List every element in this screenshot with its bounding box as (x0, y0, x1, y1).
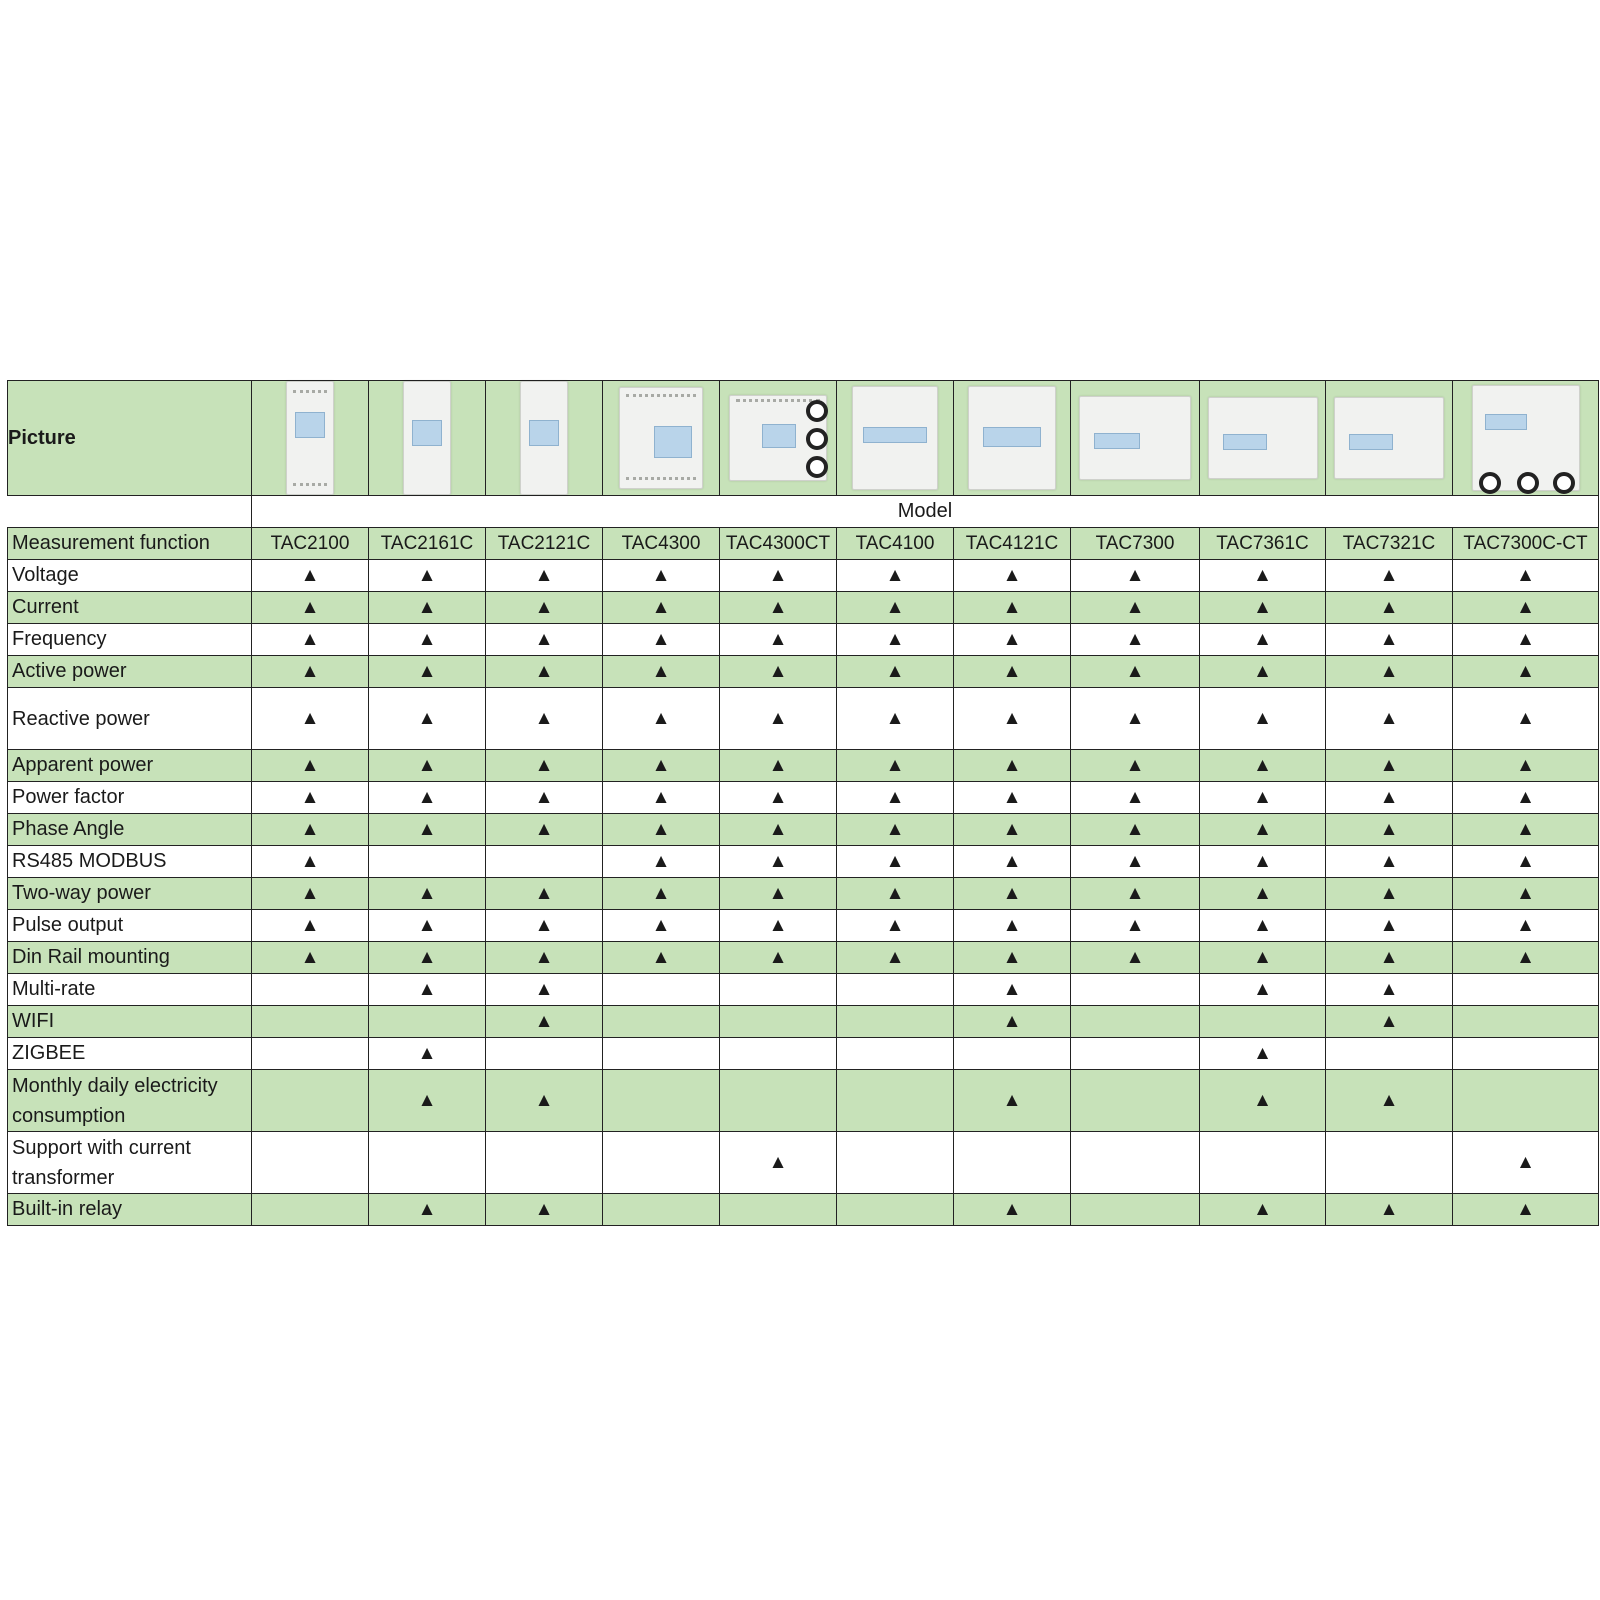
supported-mark: ▲ (603, 942, 720, 974)
empty-cell (369, 1132, 486, 1194)
supported-mark: ▲ (1326, 750, 1453, 782)
supported-mark: ▲ (954, 814, 1071, 846)
supported-mark: ▲ (252, 656, 369, 688)
empty-cell (252, 1132, 369, 1194)
supported-mark: ▲ (1200, 656, 1326, 688)
supported-mark: ▲ (837, 592, 954, 624)
feature-row (8, 1006, 1599, 1038)
supported-mark: ▲ (1200, 750, 1326, 782)
supported-mark: ▲ (720, 782, 837, 814)
product-photo (1200, 381, 1326, 496)
supported-mark: ▲ (369, 782, 486, 814)
supported-mark: ▲ (252, 592, 369, 624)
feature-row (8, 592, 1599, 624)
supported-mark: ▲ (1326, 910, 1453, 942)
product-photo (1453, 381, 1599, 496)
supported-mark: ▲ (252, 942, 369, 974)
supported-mark: ▲ (1200, 560, 1326, 592)
supported-mark: ▲ (954, 592, 1071, 624)
supported-mark: ▲ (720, 846, 837, 878)
supported-mark: ▲ (369, 910, 486, 942)
empty-cell (1453, 1006, 1599, 1038)
supported-mark: ▲ (1326, 974, 1453, 1006)
supported-mark: ▲ (369, 814, 486, 846)
supported-mark: ▲ (486, 974, 603, 1006)
supported-mark: ▲ (1200, 910, 1326, 942)
product-photo (837, 381, 954, 496)
empty-cell (954, 1038, 1071, 1070)
empty-cell (603, 1006, 720, 1038)
supported-mark: ▲ (252, 624, 369, 656)
supported-mark: ▲ (1200, 814, 1326, 846)
supported-mark: ▲ (603, 878, 720, 910)
model-name: TAC4100 (837, 528, 954, 560)
empty-cell (369, 846, 486, 878)
feature-row (8, 750, 1599, 782)
supported-mark: ▲ (1453, 1132, 1599, 1194)
supported-mark: ▲ (1071, 592, 1200, 624)
model-name: TAC7300 (1071, 528, 1200, 560)
empty-cell (252, 1038, 369, 1070)
supported-mark: ▲ (1071, 846, 1200, 878)
supported-mark: ▲ (486, 814, 603, 846)
supported-mark: ▲ (837, 624, 954, 656)
supported-mark: ▲ (1071, 782, 1200, 814)
supported-mark: ▲ (1453, 942, 1599, 974)
product-photo (1071, 381, 1200, 496)
feature-row (8, 624, 1599, 656)
supported-mark: ▲ (603, 688, 720, 750)
empty-cell (603, 1194, 720, 1226)
supported-mark: ▲ (720, 942, 837, 974)
empty-cell (603, 974, 720, 1006)
supported-mark: ▲ (252, 750, 369, 782)
feature-row (8, 846, 1599, 878)
supported-mark: ▲ (486, 910, 603, 942)
product-photo (954, 381, 1071, 496)
supported-mark: ▲ (369, 656, 486, 688)
supported-mark: ▲ (1071, 750, 1200, 782)
feature-label: Current (8, 592, 252, 624)
supported-mark: ▲ (837, 560, 954, 592)
empty-cell (1200, 1006, 1326, 1038)
supported-mark: ▲ (837, 878, 954, 910)
supported-mark: ▲ (1200, 592, 1326, 624)
feature-label: Built-in relay (8, 1194, 252, 1226)
feature-label: Din Rail mounting (8, 942, 252, 974)
supported-mark: ▲ (369, 1038, 486, 1070)
supported-mark: ▲ (1071, 624, 1200, 656)
empty-cell (1071, 1070, 1200, 1132)
supported-mark: ▲ (603, 624, 720, 656)
supported-mark: ▲ (603, 782, 720, 814)
supported-mark: ▲ (252, 846, 369, 878)
models-row (8, 528, 1599, 560)
supported-mark: ▲ (369, 974, 486, 1006)
empty-cell (837, 1132, 954, 1194)
feature-label: Multi-rate (8, 974, 252, 1006)
feature-label: Power factor (8, 782, 252, 814)
feature-row (8, 1038, 1599, 1070)
supported-mark: ▲ (603, 846, 720, 878)
supported-mark: ▲ (1453, 688, 1599, 750)
supported-mark: ▲ (1200, 1070, 1326, 1132)
model-name: TAC2161C (369, 528, 486, 560)
supported-mark: ▲ (954, 910, 1071, 942)
supported-mark: ▲ (954, 1006, 1071, 1038)
supported-mark: ▲ (1326, 624, 1453, 656)
supported-mark: ▲ (486, 1006, 603, 1038)
empty-cell (1071, 1132, 1200, 1194)
supported-mark: ▲ (954, 688, 1071, 750)
supported-mark: ▲ (720, 814, 837, 846)
supported-mark: ▲ (369, 1070, 486, 1132)
model-name: TAC4300 (603, 528, 720, 560)
supported-mark: ▲ (837, 910, 954, 942)
supported-mark: ▲ (1453, 910, 1599, 942)
model-name: TAC7321C (1326, 528, 1453, 560)
empty-cell (603, 1070, 720, 1132)
feature-row (8, 878, 1599, 910)
measurement-label: Measurement function (8, 528, 252, 560)
supported-mark: ▲ (1326, 1006, 1453, 1038)
supported-mark: ▲ (369, 878, 486, 910)
product-photo (603, 381, 720, 496)
empty-cell (1071, 1194, 1200, 1226)
supported-mark: ▲ (369, 750, 486, 782)
empty-cell (837, 1070, 954, 1132)
model-name: TAC2100 (252, 528, 369, 560)
supported-mark: ▲ (369, 624, 486, 656)
supported-mark: ▲ (252, 814, 369, 846)
supported-mark: ▲ (954, 560, 1071, 592)
supported-mark: ▲ (252, 782, 369, 814)
model-name: TAC4121C (954, 528, 1071, 560)
supported-mark: ▲ (720, 560, 837, 592)
feature-label: RS485 MODBUS (8, 846, 252, 878)
empty-cell (369, 1006, 486, 1038)
empty-cell (486, 1132, 603, 1194)
supported-mark: ▲ (954, 782, 1071, 814)
feature-label: Reactive power (8, 688, 252, 750)
supported-mark: ▲ (603, 560, 720, 592)
supported-mark: ▲ (837, 656, 954, 688)
supported-mark: ▲ (720, 910, 837, 942)
feature-label: Voltage (8, 560, 252, 592)
empty-cell (1071, 974, 1200, 1006)
supported-mark: ▲ (486, 656, 603, 688)
supported-mark: ▲ (1326, 560, 1453, 592)
empty-cell (720, 1194, 837, 1226)
supported-mark: ▲ (954, 974, 1071, 1006)
feature-label: WIFI (8, 1006, 252, 1038)
empty-cell (837, 1006, 954, 1038)
empty-cell (1326, 1132, 1453, 1194)
supported-mark: ▲ (954, 846, 1071, 878)
supported-mark: ▲ (1200, 782, 1326, 814)
feature-label: Phase Angle (8, 814, 252, 846)
feature-label: Two-way power (8, 878, 252, 910)
product-photo (252, 381, 369, 496)
supported-mark: ▲ (1071, 688, 1200, 750)
supported-mark: ▲ (486, 782, 603, 814)
empty-cell (603, 1038, 720, 1070)
supported-mark: ▲ (1326, 846, 1453, 878)
empty-cell (1453, 974, 1599, 1006)
supported-mark: ▲ (369, 942, 486, 974)
supported-mark: ▲ (837, 750, 954, 782)
supported-mark: ▲ (720, 656, 837, 688)
feature-row (8, 1070, 1599, 1132)
empty-cell (1071, 1038, 1200, 1070)
supported-mark: ▲ (954, 656, 1071, 688)
supported-mark: ▲ (1326, 688, 1453, 750)
product-photo (1326, 381, 1453, 496)
empty-cell (1200, 1132, 1326, 1194)
empty-cell (720, 1038, 837, 1070)
model-header: Model (252, 496, 1599, 528)
feature-label: Pulse output (8, 910, 252, 942)
supported-mark: ▲ (1453, 560, 1599, 592)
supported-mark: ▲ (1200, 1194, 1326, 1226)
empty-cell (1453, 1038, 1599, 1070)
product-photo (486, 381, 603, 496)
supported-mark: ▲ (603, 592, 720, 624)
supported-mark: ▲ (1071, 910, 1200, 942)
empty-cell (486, 846, 603, 878)
supported-mark: ▲ (1200, 688, 1326, 750)
supported-mark: ▲ (1453, 750, 1599, 782)
feature-label: Active power (8, 656, 252, 688)
supported-mark: ▲ (486, 592, 603, 624)
empty-cell (720, 974, 837, 1006)
supported-mark: ▲ (1326, 814, 1453, 846)
supported-mark: ▲ (954, 878, 1071, 910)
supported-mark: ▲ (1326, 782, 1453, 814)
supported-mark: ▲ (252, 878, 369, 910)
feature-row (8, 1132, 1599, 1194)
product-photo (369, 381, 486, 496)
supported-mark: ▲ (1200, 1038, 1326, 1070)
supported-mark: ▲ (837, 688, 954, 750)
supported-mark: ▲ (1200, 624, 1326, 656)
empty-cell (1453, 1070, 1599, 1132)
model-name: TAC7361C (1200, 528, 1326, 560)
empty-cell (252, 1006, 369, 1038)
feature-row (8, 814, 1599, 846)
feature-row (8, 974, 1599, 1006)
supported-mark: ▲ (1071, 814, 1200, 846)
empty-cell (486, 1038, 603, 1070)
supported-mark: ▲ (369, 592, 486, 624)
feature-label: Frequency (8, 624, 252, 656)
supported-mark: ▲ (486, 688, 603, 750)
supported-mark: ▲ (954, 624, 1071, 656)
supported-mark: ▲ (1326, 1070, 1453, 1132)
supported-mark: ▲ (369, 560, 486, 592)
supported-mark: ▲ (1326, 592, 1453, 624)
supported-mark: ▲ (1326, 1194, 1453, 1226)
supported-mark: ▲ (1326, 656, 1453, 688)
model-name: TAC2121C (486, 528, 603, 560)
supported-mark: ▲ (252, 688, 369, 750)
supported-mark: ▲ (603, 814, 720, 846)
supported-mark: ▲ (252, 560, 369, 592)
empty-cell (1326, 1038, 1453, 1070)
supported-mark: ▲ (1071, 560, 1200, 592)
model-header-row (8, 496, 1599, 528)
supported-mark: ▲ (1453, 846, 1599, 878)
empty-cell (252, 974, 369, 1006)
empty-cell (252, 1194, 369, 1226)
supported-mark: ▲ (252, 910, 369, 942)
feature-label: Apparent power (8, 750, 252, 782)
model-name: TAC4300CT (720, 528, 837, 560)
empty-cell (1071, 1006, 1200, 1038)
feature-row (8, 688, 1599, 750)
supported-mark: ▲ (369, 688, 486, 750)
supported-mark: ▲ (603, 656, 720, 688)
picture-row (8, 381, 1599, 496)
picture-label: Picture (8, 381, 252, 496)
supported-mark: ▲ (837, 942, 954, 974)
supported-mark: ▲ (1453, 592, 1599, 624)
supported-mark: ▲ (1453, 878, 1599, 910)
supported-mark: ▲ (603, 910, 720, 942)
supported-mark: ▲ (954, 1070, 1071, 1132)
empty-cell (720, 1006, 837, 1038)
supported-mark: ▲ (720, 878, 837, 910)
empty-cell (8, 496, 252, 528)
supported-mark: ▲ (837, 782, 954, 814)
supported-mark: ▲ (486, 1070, 603, 1132)
supported-mark: ▲ (1453, 624, 1599, 656)
model-name: TAC7300C-CT (1453, 528, 1599, 560)
supported-mark: ▲ (720, 750, 837, 782)
feature-row (8, 560, 1599, 592)
supported-mark: ▲ (603, 750, 720, 782)
feature-label: Support with current transformer (8, 1132, 252, 1194)
supported-mark: ▲ (1071, 878, 1200, 910)
supported-mark: ▲ (720, 592, 837, 624)
supported-mark: ▲ (486, 878, 603, 910)
empty-cell (954, 1132, 1071, 1194)
supported-mark: ▲ (486, 624, 603, 656)
supported-mark: ▲ (720, 624, 837, 656)
supported-mark: ▲ (1071, 656, 1200, 688)
supported-mark: ▲ (1071, 942, 1200, 974)
supported-mark: ▲ (1200, 974, 1326, 1006)
supported-mark: ▲ (954, 1194, 1071, 1226)
supported-mark: ▲ (954, 750, 1071, 782)
supported-mark: ▲ (720, 1132, 837, 1194)
supported-mark: ▲ (837, 814, 954, 846)
supported-mark: ▲ (954, 942, 1071, 974)
comparison-table (7, 380, 1599, 1226)
supported-mark: ▲ (1453, 1194, 1599, 1226)
supported-mark: ▲ (486, 560, 603, 592)
supported-mark: ▲ (486, 750, 603, 782)
supported-mark: ▲ (1453, 782, 1599, 814)
empty-cell (837, 1194, 954, 1226)
supported-mark: ▲ (486, 1194, 603, 1226)
feature-label: Monthly daily electricity consumption (8, 1070, 252, 1132)
supported-mark: ▲ (1200, 846, 1326, 878)
feature-row (8, 656, 1599, 688)
empty-cell (603, 1132, 720, 1194)
supported-mark: ▲ (837, 846, 954, 878)
supported-mark: ▲ (1326, 942, 1453, 974)
supported-mark: ▲ (369, 1194, 486, 1226)
feature-row (8, 782, 1599, 814)
empty-cell (837, 974, 954, 1006)
supported-mark: ▲ (486, 942, 603, 974)
empty-cell (252, 1070, 369, 1132)
feature-row (8, 1194, 1599, 1226)
supported-mark: ▲ (1453, 656, 1599, 688)
supported-mark: ▲ (1200, 878, 1326, 910)
product-photo (720, 381, 837, 496)
feature-row (8, 910, 1599, 942)
feature-row (8, 942, 1599, 974)
empty-cell (720, 1070, 837, 1132)
feature-label: ZIGBEE (8, 1038, 252, 1070)
empty-cell (837, 1038, 954, 1070)
supported-mark: ▲ (1453, 814, 1599, 846)
supported-mark: ▲ (1200, 942, 1326, 974)
supported-mark: ▲ (720, 688, 837, 750)
supported-mark: ▲ (1326, 878, 1453, 910)
